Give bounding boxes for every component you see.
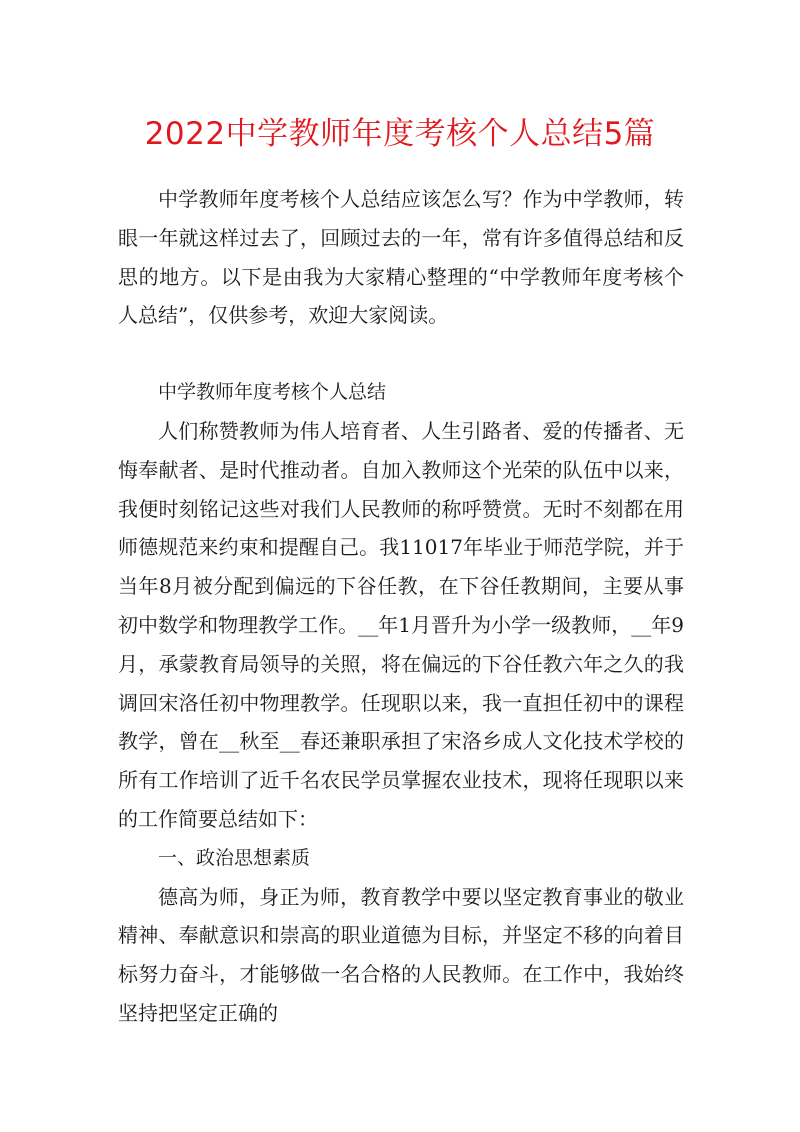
document-body bbox=[118, 180, 684, 1033]
intro-paragraph: 中学教师年度考核个人总结应该怎么写？作为中学教师，转眼一年就这样过去了，回顾过去的一年，常有许多值得总结和反思的地方。以下是由我为大家精心整理的“中学教师年度考核个人总结”，仅供参考，欢迎大家阅读。 bbox=[118, 187, 684, 328]
section-title: 中学教师年度考核个人总结 bbox=[158, 381, 387, 404]
document-title: 2022中学教师年度考核个人总结5篇 bbox=[144, 116, 656, 152]
paragraph-gap bbox=[118, 335, 684, 373]
body-paragraph-1: 人们称赞教师为伟人培育者、人生引路者、爱的传播者、无悔奉献者、是时代推动者。自加入教师这个光荣的队伍中以来，我便时刻铭记这些对我们人民教师的称呼赞赏。无时不刻都在用师德规范来约束和提醒自己。我11017年毕业于师范学院，并于当年8月被分配到偏远的下谷任教，在下谷任教期间，主要从事初中数学和物理教学工作。__年1月晋升为小学一级教师，__年9月，承蒙教育局领导的关照，将在偏远的下谷任教六年之久的我调回宋洛任初中物理教学。任现职以来，我一直担任初中的课程教学，曾在__秋至__春还兼职承担了宋洛乡成人文化技术学校的所有工作培训了近千名农民学员掌握农业技术，现将任现职以来的工作简要总结如下： bbox=[118, 418, 684, 831]
body-paragraph-2: 德高为师，身正为师，教育教学中要以坚定教育事业的敬业精神、奉献意识和崇高的职业道德为目标，并坚定不移的向着目标努力奋斗，才能够做一名合格的人民教师。在工作中，我始终坚持把坚定正确的 bbox=[118, 884, 684, 1025]
subheading-political: 一、政治思想素质 bbox=[158, 846, 311, 869]
